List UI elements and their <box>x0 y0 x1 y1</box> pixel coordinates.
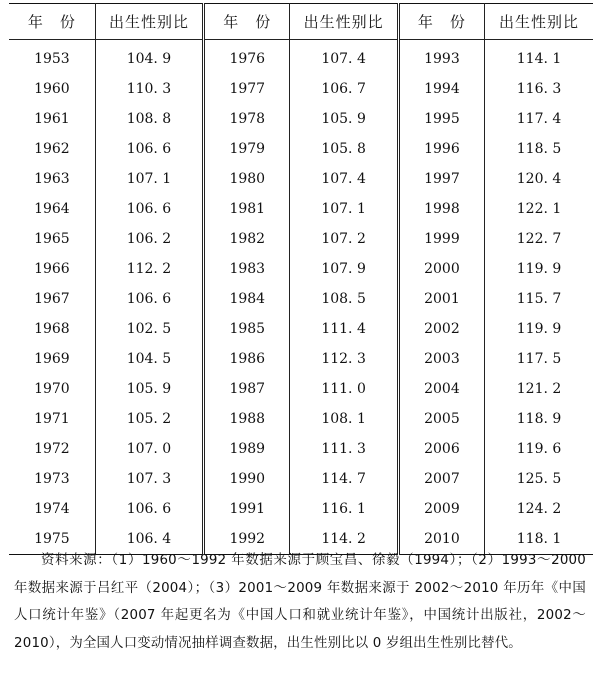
table-row <box>9 74 593 104</box>
ratio-cell: 114. 2 <box>290 524 398 555</box>
ratio-cell: 106. 6 <box>95 134 203 164</box>
year-cell: 1985 <box>204 314 290 344</box>
year-cell: 2003 <box>398 344 484 374</box>
ratio-cell: 106. 6 <box>95 194 203 224</box>
table-row <box>9 194 593 224</box>
table-row <box>9 134 593 164</box>
ratio-cell: 105. 8 <box>290 134 398 164</box>
year-cell: 1961 <box>9 104 95 134</box>
ratio-cell: 116. 3 <box>516 81 562 97</box>
year-cell: 1974 <box>9 494 95 524</box>
ratio-cell: 114. 1 <box>516 51 562 67</box>
ratio-cell: 119. 6 <box>516 441 562 457</box>
sex-ratio-table-container <box>9 3 593 555</box>
year-cell: 1984 <box>204 284 290 314</box>
year-cell: 1999 <box>398 224 484 254</box>
year-cell: 1992 <box>204 524 290 555</box>
ratio-cell: 108. 8 <box>95 104 203 134</box>
year-cell: 1964 <box>9 194 95 224</box>
ratio-cell: 106. 6 <box>95 284 203 314</box>
year-cell: 1989 <box>204 434 290 464</box>
header-ratio-2: 出生性别比 <box>290 4 398 40</box>
ratio-cell: 104. 5 <box>95 344 203 374</box>
year-cell: 1982 <box>204 224 290 254</box>
year-cell: 1998 <box>398 194 484 224</box>
ratio-cell: 107. 3 <box>95 464 203 494</box>
ratio-cell: 106. 7 <box>290 74 398 104</box>
year-cell: 1966 <box>9 254 95 284</box>
source-footnote: 资料来源：（1）1960～1992 年数据来源于顾宝昌、徐毅（1994）；（2）1993～2000 年数据来源于吕红平（2004）；（3）2001～2009 年数据来源于 2002～2010 年历年《中国人口统计年鉴》（2007 年起更名为《中国人口和就业统计年鉴》，中国统计出版社，2002～2010），为全国人口变动情况抽样调查数据，出生性别比以 0 岁组出生性别比替代。 <box>14 553 586 651</box>
year-cell: 1967 <box>9 284 95 314</box>
ratio-cell: 107. 1 <box>95 164 203 194</box>
table-row <box>9 464 593 494</box>
table-row <box>9 494 593 524</box>
table-row <box>9 344 593 374</box>
year-cell: 1963 <box>9 164 95 194</box>
header-ratio-1: 出生性别比 <box>95 4 203 40</box>
ratio-cell: 106. 2 <box>95 224 203 254</box>
ratio-cell: 106. 4 <box>95 524 203 555</box>
table-row <box>9 164 593 194</box>
ratio-cell: 121. 2 <box>516 381 562 397</box>
table-row <box>9 284 593 314</box>
ratio-cell: 110. 3 <box>95 74 203 104</box>
header-year-3: 年 份 <box>398 4 484 40</box>
year-cell: 1962 <box>9 134 95 164</box>
year-cell: 2001 <box>398 284 484 314</box>
ratio-cell: 107. 2 <box>290 224 398 254</box>
table-row <box>9 104 593 134</box>
ratio-cell: 106. 6 <box>95 494 203 524</box>
year-cell: 1997 <box>398 164 484 194</box>
table-row <box>9 254 593 284</box>
ratio-cell: 119. 9 <box>516 321 562 337</box>
year-cell: 1983 <box>204 254 290 284</box>
year-cell: 2006 <box>398 434 484 464</box>
ratio-cell: 112. 3 <box>290 344 398 374</box>
table-row <box>9 434 593 464</box>
sex-ratio-table <box>9 3 593 555</box>
ratio-cell: 108. 5 <box>290 284 398 314</box>
table-row <box>9 40 593 75</box>
year-cell: 1991 <box>204 494 290 524</box>
year-cell: 1969 <box>9 344 95 374</box>
year-cell: 1977 <box>204 74 290 104</box>
year-cell: 1994 <box>398 74 484 104</box>
ratio-cell: 118. 9 <box>516 411 562 427</box>
year-cell: 1960 <box>9 74 95 104</box>
year-cell: 1980 <box>204 164 290 194</box>
ratio-cell: 118. 1 <box>485 524 593 555</box>
header-year-2: 年 份 <box>204 4 290 40</box>
ratio-cell: 105. 9 <box>290 104 398 134</box>
year-cell: 2000 <box>398 254 484 284</box>
year-cell: 2004 <box>398 374 484 404</box>
ratio-cell: 117. 4 <box>516 111 562 127</box>
year-cell: 2010 <box>398 524 484 555</box>
ratio-cell: 118. 5 <box>516 141 562 157</box>
year-cell: 1986 <box>204 344 290 374</box>
ratio-cell: 122. 7 <box>516 231 562 247</box>
ratio-cell: 124. 2 <box>516 501 562 517</box>
year-cell: 1972 <box>9 434 95 464</box>
year-cell: 1970 <box>9 374 95 404</box>
ratio-cell: 114. 7 <box>290 464 398 494</box>
ratio-cell: 102. 5 <box>95 314 203 344</box>
table-row <box>9 374 593 404</box>
year-cell: 1996 <box>398 134 484 164</box>
ratio-cell: 125. 5 <box>516 471 562 487</box>
ratio-cell: 115. 7 <box>516 291 562 307</box>
table-row <box>9 224 593 254</box>
year-cell: 1978 <box>204 104 290 134</box>
ratio-cell: 107. 4 <box>290 40 398 75</box>
year-cell: 1990 <box>204 464 290 494</box>
table-body <box>9 40 593 555</box>
ratio-cell: 111. 4 <box>290 314 398 344</box>
year-cell: 1975 <box>9 524 95 555</box>
ratio-cell: 107. 9 <box>290 254 398 284</box>
year-cell: 1971 <box>9 404 95 434</box>
year-cell: 1965 <box>9 224 95 254</box>
ratio-cell: 107. 4 <box>290 164 398 194</box>
table-row <box>9 314 593 344</box>
year-cell: 1993 <box>398 40 484 75</box>
header-year-1: 年 份 <box>9 4 95 40</box>
ratio-cell: 119. 9 <box>516 261 562 277</box>
ratio-cell: 107. 0 <box>95 434 203 464</box>
header-ratio-3: 出生性别比 <box>485 4 593 40</box>
year-cell: 1953 <box>9 40 95 75</box>
year-cell: 1995 <box>398 104 484 134</box>
ratio-cell: 108. 1 <box>290 404 398 434</box>
ratio-cell: 111. 3 <box>290 434 398 464</box>
year-cell: 2005 <box>398 404 484 434</box>
year-cell: 1976 <box>204 40 290 75</box>
ratio-cell: 116. 1 <box>290 494 398 524</box>
year-cell: 1987 <box>204 374 290 404</box>
year-cell: 1979 <box>204 134 290 164</box>
year-cell: 2002 <box>398 314 484 344</box>
table-row <box>9 404 593 434</box>
ratio-cell: 122. 1 <box>516 201 562 217</box>
table-header-row <box>9 4 593 40</box>
ratio-cell: 112. 2 <box>95 254 203 284</box>
year-cell: 1988 <box>204 404 290 434</box>
ratio-cell: 120. 4 <box>516 171 562 187</box>
year-cell: 1981 <box>204 194 290 224</box>
ratio-cell: 107. 1 <box>290 194 398 224</box>
year-cell: 1973 <box>9 464 95 494</box>
ratio-cell: 105. 2 <box>95 404 203 434</box>
ratio-cell: 117. 5 <box>516 351 562 367</box>
ratio-cell: 104. 9 <box>95 40 203 75</box>
year-cell: 2009 <box>398 494 484 524</box>
year-cell: 2007 <box>398 464 484 494</box>
year-cell: 1968 <box>9 314 95 344</box>
ratio-cell: 105. 9 <box>95 374 203 404</box>
ratio-cell: 111. 0 <box>290 374 398 404</box>
